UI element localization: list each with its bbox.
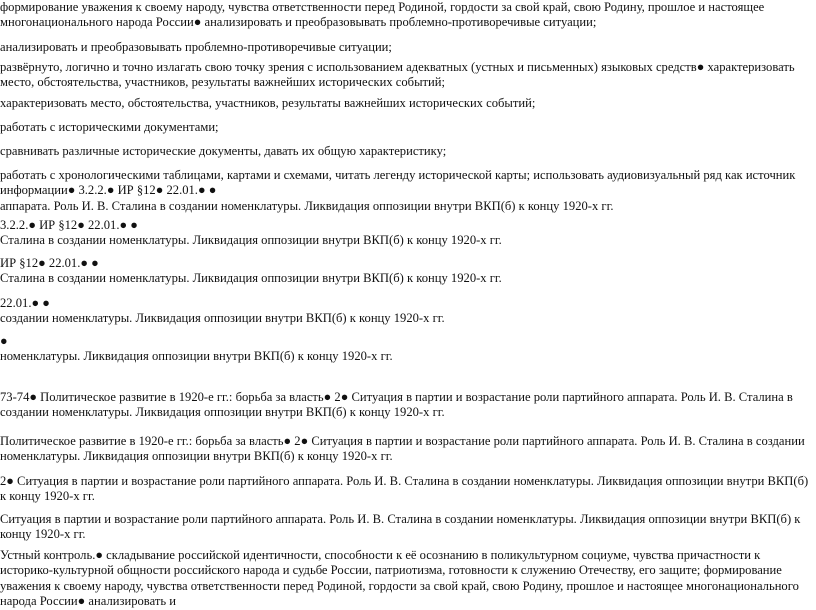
paragraph-7: работать с хронологическими таблицами, картами и схемами, читать легенду исторической карты; использовать аудиовизуальный ряд как источник информации● 3.2.2.● ИР §12● 22.01.● ● аппарата. Роль И. В. Сталина в создании номенклатуры. Ликвидация оппозиции внутри ВКП(б) к концу 1920-х гг. bbox=[0, 168, 796, 213]
paragraph-3: развёрнуто, логично и точно излагать свою точку зрения с использованием адекватных (устных и письменных) языковых средств● характеризовать место, обстоятельства, участников, результаты важнейших исторических событий; bbox=[0, 60, 795, 90]
paragraph-16: Устный контроль.● складывание российской идентичности, способности к её осознанию в поликультурном социуме, чувства причастности к историко-культурной общности российского народа и судьбе России, патриотизма, готовности к служению Отечеству, его защите; формирование уважения к своему народу, чувства ответственности перед Родиной, гордости за свой край, свою Родину, прошлое и настоящее многонационального народа России● анализировать и bbox=[0, 548, 799, 609]
paragraph-13: Политическое развитие в 1920-е гг.: борьба за власть● 2● Ситуация в партии и возрастание роли партийного аппарата. Роль И. В. Сталина в создании номенклатуры. Ликвидация оппозиции внутри ВКП(б) к концу 1920-х гг. bbox=[0, 434, 805, 464]
paragraph-2: анализировать и преобразовывать проблемно-противоречивые ситуации; bbox=[0, 40, 392, 54]
paragraph-15: Ситуация в партии и возрастание роли партийного аппарата. Роль И. В. Сталина в создании номенклатуры. Ликвидация оппозиции внутри ВКП(б) к концу 1920-х гг. bbox=[0, 512, 801, 542]
paragraph-12: 73-74● Политическое развитие в 1920-е гг.: борьба за власть● 2● Ситуация в партии и возрастание роли партийного аппарата. Роль И. В. Сталина в создании номенклатуры. Ликвидация оппозиции внутри ВКП(б) к концу 1920-х гг. bbox=[0, 390, 793, 420]
paragraph-8: 3.2.2.● ИР §12● 22.01.● ● Сталина в создании номенклатуры. Ликвидация оппозиции внутри ВКП(б) к концу 1920-х гг. bbox=[0, 218, 502, 248]
paragraph-5: работать с историческими документами; bbox=[0, 120, 219, 134]
paragraph-10: 22.01.● ● создании номенклатуры. Ликвидация оппозиции внутри ВКП(б) к концу 1920-х гг. bbox=[0, 296, 445, 326]
paragraph-6: сравнивать различные исторические документы, давать их общую характеристику; bbox=[0, 144, 447, 158]
paragraph-14: 2● Ситуация в партии и возрастание роли партийного аппарата. Роль И. В. Сталина в создании номенклатуры. Ликвидация оппозиции внутри ВКП(б) к концу 1920-х гг. bbox=[0, 474, 809, 504]
paragraph-11: ● номенклатуры. Ликвидация оппозиции внутри ВКП(б) к концу 1920-х гг. bbox=[0, 334, 393, 364]
paragraph-9: ИР §12● 22.01.● ● Сталина в создании номенклатуры. Ликвидация оппозиции внутри ВКП(б) к концу 1920-х гг. bbox=[0, 256, 502, 286]
paragraph-4: характеризовать место, обстоятельства, участников, результаты важнейших исторических событий; bbox=[0, 96, 536, 110]
paragraph-1: формирование уважения к своему народу, чувства ответственности перед Родиной, гордости за свой край, свою Родину, прошлое и настоящее многонационального народа России● анализировать и преобразовывать проблемно-противоречивые ситуации; bbox=[0, 0, 765, 30]
